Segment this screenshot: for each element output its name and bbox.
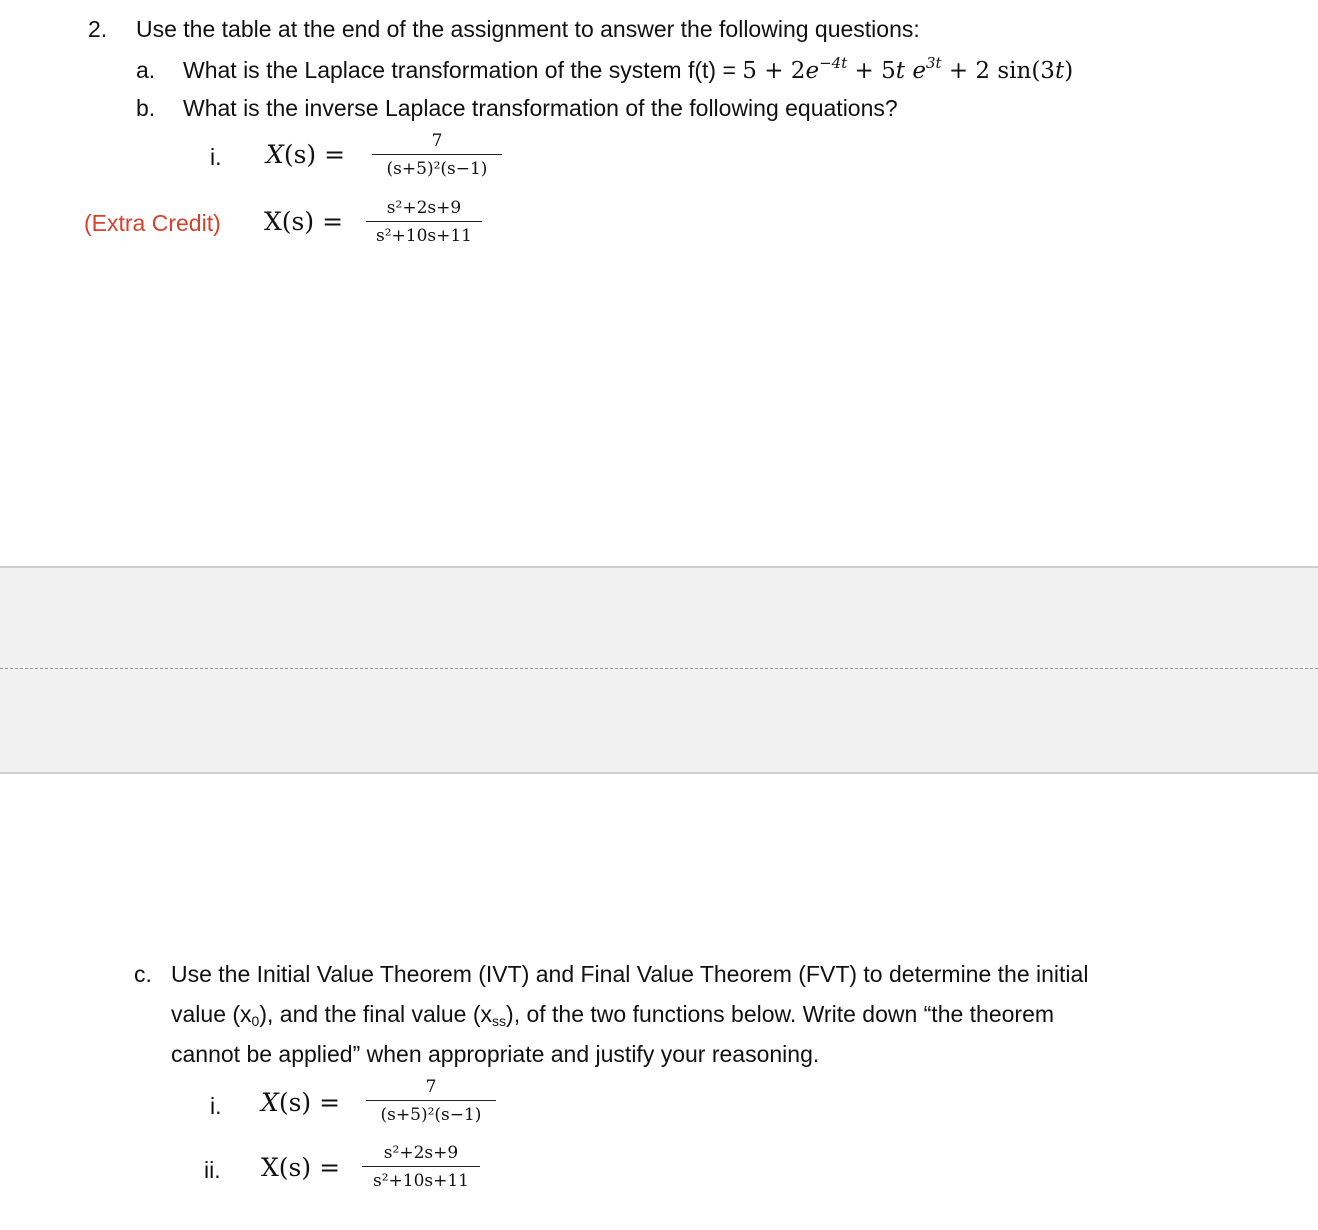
part-c-line3: cannot be applied” when appropriate and justify your reasoning. [171,1041,820,1067]
part-a-text [183,56,1073,85]
part-a-prompt: What is the Laplace transformation of the system f(t) = [183,57,743,83]
part-c-line1: Use the Initial Value Theorem (IVT) and Final Value Theorem (FVT) to determine the initial [171,961,1089,987]
part-c-ii-lhs: X(s) = [261,1153,341,1182]
part-b-marker: b. [136,95,156,121]
part-c-i-numerator: 7 [425,1077,437,1097]
part-b-i-lhs-x: X [266,140,284,169]
part-b-i-fraction [372,131,502,179]
ft-e2: e [912,58,926,84]
ft-t2: t [1054,58,1065,84]
page-break-band [0,566,1318,774]
fraction-bar [366,221,482,222]
ft-exp2: 3t [925,54,942,72]
part-b-i-marker: i. [210,144,222,170]
ft-plus1: + 5 [847,58,896,84]
part-a-marker: a. [136,57,156,83]
part-c-ii-denominator: s²+10s+11 [372,1171,469,1191]
extra-credit-label: (Extra Credit) [84,210,221,236]
part-b-i-numerator: 7 [431,131,443,151]
extra-credit-numerator: s²+2s+9 [386,198,462,218]
part-c-i-lhs-rest: (s) = [278,1088,341,1117]
xss-subscript: ss [492,1013,507,1029]
extra-credit-lhs: X(s) = [264,207,344,236]
part-b-text: What is the inverse Laplace transformation of the following equations? [183,95,898,121]
part-c-i-marker: i. [210,1093,222,1119]
x0-subscript: 0 [251,1013,260,1029]
ft-e1: e [805,58,820,84]
question-number: 2. [88,16,108,42]
part-c-line2-a: value (x [171,1001,252,1027]
extra-credit-fraction [366,198,482,246]
extra-credit-denominator: s²+10s+11 [375,226,472,246]
fraction-bar [372,154,502,155]
part-c-line2-b: ), and the final value (x [259,1001,493,1027]
part-c-marker: c. [134,961,152,987]
part-c-line2 [171,1000,1054,1028]
fraction-bar [366,1100,496,1101]
part-c-ii-fraction [362,1143,480,1191]
part-c-i-denominator: (s+5)²(s−1) [380,1105,482,1125]
part-b-i-lhs-rest: (s) = [283,140,346,169]
part-c-ii-marker: ii. [204,1157,221,1183]
part-c-i-fraction [366,1077,496,1125]
question-text: Use the table at the end of the assignment to answer the following questions: [136,16,920,42]
part-b-i-denominator: (s+5)²(s−1) [386,159,488,179]
part-c-ii-numerator: s²+2s+9 [383,1143,459,1163]
ft-close: ) [1064,58,1074,84]
ft-exp1: −4t [819,54,848,72]
ft-expression [742,54,1074,84]
part-c-i-lhs-x: X [261,1088,279,1117]
fraction-bar [362,1166,480,1167]
ft-tail: + 2 sin(3 [941,58,1055,84]
ft-t1: t [895,58,905,84]
ft-const: 5 + 2 [742,58,806,84]
page-break-dashed-line [0,668,1318,669]
part-c-i-lhs [261,1088,340,1118]
part-b-i-lhs [266,140,345,170]
part-c-line2-c: ), of the two functions below. Write down “the theorem [506,1001,1055,1027]
